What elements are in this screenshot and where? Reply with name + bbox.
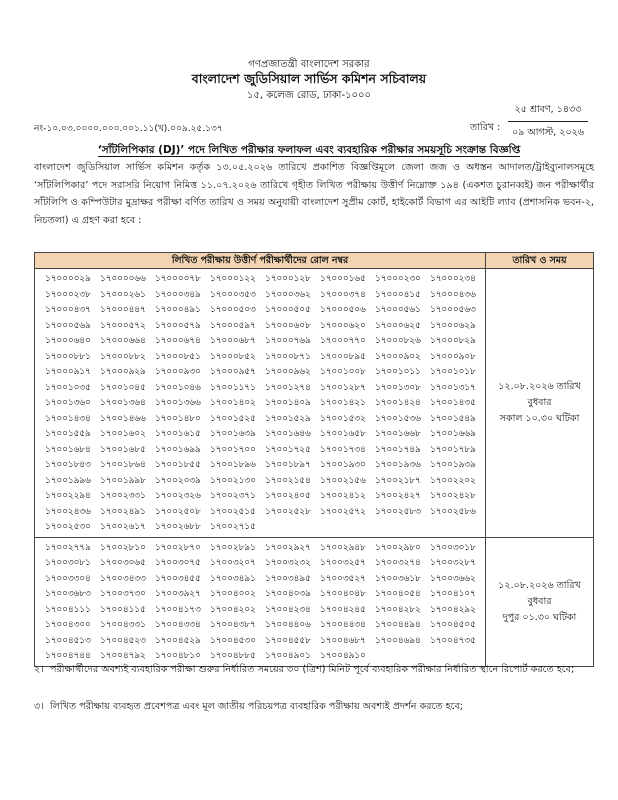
roll-number: ১৭০০২৯৪৮ [320,542,366,553]
roll-grid-1 [45,272,485,536]
roll-number: ১৭০০৪৫৫৮ [265,635,311,646]
roll-number: ১৭০০০৫৭৯ [155,320,201,331]
roll-number: ১৭০০৩৪৫৫ [155,573,201,584]
roll-number: ১৭০০২৫২৮ [265,506,311,517]
roll-number: ১৭০০০৬৬৪ [100,336,146,346]
roll-number: ১৭০০১৫২৯ [265,413,311,424]
date-block [508,103,588,141]
roll-number: ১৭০০০৪৪৭ [100,305,146,315]
roll-number: ১৭০০২৫৮৩ [375,506,421,517]
roll-number: ১৭০০১৫৩৬ [375,413,421,424]
roll-number: ১৭০০২৫৭২ [320,506,366,517]
govt-line: গণপ্রজাতন্ত্রী বাংলাদেশ সরকার [248,59,370,70]
roll-number: ১৭০০৩০৬৫ [100,558,146,568]
roll-number: ১৭০০৪৫০৫ [430,620,476,630]
roll-number: ১৭০০০৫০৩ [210,305,256,315]
roll-number: ১৭০০০৬৪০ [45,336,91,346]
roll-number: ১৭০০০৬৭৪ [155,336,201,346]
date-bangla: ২৫ শ্রাবণ, ১৪৩৩ [508,103,588,122]
roll-number: ১৭০০০২৩৪ [430,274,476,284]
roll-number: ১৭০০৩২৮৭ [430,558,476,568]
roll-number: ১৭০০০৬২৯ [430,320,476,331]
table-header-row [35,253,594,269]
roll-number: ১৭০০০৯৬২ [265,367,311,377]
roll-number: ১৭০০১৫৪৯ [430,413,476,424]
roll-number: ১৭০০১৭৩৪ [320,444,366,455]
roll-number: ১৭০০২৩৩১ [100,491,146,501]
roll-number: ১৭০০০৮৫১ [155,351,201,362]
roll-number: ১৭০০১৬১৫ [155,429,201,439]
roll-number: ১৭০০০৯০৮ [430,351,476,362]
roll-number: ১৭০০১৬৯৯ [155,444,201,455]
roll-number: ১৭০০৪৪৩৪ [320,620,366,630]
roll-number: ১৭০০০৬২০ [320,320,366,331]
memo-number: নং-১০.০৩.০০০০.০০০.০০১.১১(খ).০০৯.২৫.১৩৭ [34,124,223,134]
roll-number: ১৭০০২৩৭১ [210,491,256,501]
roll-number: ১৭০০১০৩৫ [45,382,91,393]
roll-number: ১৭০০৪৩৮৭ [210,620,256,630]
roll-number: ১৭০০৪৫২৩ [100,635,146,646]
roll-number: ১৭০০১৪৩৪ [45,413,91,424]
roll-number: ১৭০০১৯৩৬ [375,460,421,470]
roll-number: ১৭০০২২৯৪ [45,491,91,501]
roll-number: ১৭০০২৪০৫ [265,491,311,501]
roll-number: ১৭০০১৭৪৯ [375,444,421,455]
note-3 [34,698,592,715]
schedule-date: ১২.০৮.২০২৬ তারিখ [498,380,581,392]
intro-paragraph: বাংলাদেশ জুডিসিয়াল সার্ভিস কমিশন কর্তৃক ১৩.০৫.২০২৬ তারিখে প্রকাশিত বিজ্ঞপ্তিমূলে জেলা জজ ও অধস্তন আদালত/ট্রাইব্যুনালসমূহে ‘সাঁটলিপিকার’ পদে সরাসরি নিয়োগ নিমিত্ত ১১.০৭.২০২৬ তারিখে গৃহীত লিখিত পরীক্ষায় উত্তীর্ণ নিম্নোক্ত ১৯৪ (একশত চুরানব্বই) জন পরীক্ষার্থীর সাঁটলিপি ও কম্পিউটার মুদ্রাক্ষর পরীক্ষা বর্ণিত তারিখ ও সময় অনুযায়ী বাংলাদেশ সুপ্রীম কোর্ট, হাইকোর্ট বিভাগ এর আইটি ল্যাব (প্রশাসনিক ভবন-২, নিচতলা) এ গ্রহণ করা হবে : [34,162,594,226]
roll-number: ১৭০০৪২৯২ [430,604,476,615]
roll-number: ১৭০০০৪৩৭ [45,305,91,315]
roll-number: ১৭০০২৭১৫ [210,522,256,532]
roll-number: ১৭০০১২৭৪ [265,382,311,393]
roll-number: ১৭০০২১৩০ [210,475,256,486]
roll-number: ১৭০০৪৫২৯ [155,635,201,646]
roll-number: ১৭০০২৯২৭ [265,542,311,553]
roll-number: ১৭০০৩৩০৪ [45,573,91,584]
roll-number: ১৭০০২৬৮৮ [155,522,201,532]
roll-number: ১৭০০২০৩৯ [155,475,201,486]
roll-number: ১৭০০১৪০৯ [265,398,311,408]
roll-number: ১৭০০১০০৮ [320,367,366,377]
roll-number: ১৭০০০৮২৬ [375,336,421,346]
roll-number: ১৭০০১৩৬৪ [100,398,146,408]
schedule-day: বুধবার [527,595,552,607]
roll-number: ১৭০০১৯৯৮ [100,475,146,486]
roll-number: ১৭০০০৫৬১ [375,305,421,315]
roll-number: ১৭০০১৬৪৬ [265,429,311,439]
roll-number: ১৭০০১৮৯৬ [210,460,256,470]
roll-number: ১৭০০৪১১৫ [100,604,146,615]
roll-number: ১৭০০২৪২৭ [375,491,421,501]
roll-number: ১৭০০৪৫১৩ [45,635,91,646]
roll-number: ১৭০০০০৬৬ [100,274,146,284]
roll-number: ১৭০০২৪১২ [320,491,366,501]
roll-number: ১৭০০১৩১৭ [430,382,476,393]
roll-number: ১৭০০১৩৬৬ [155,398,201,408]
roll-number: ১৭০০২৮১০ [100,542,146,553]
note-text: পরীক্ষার্থীদের অবশ্যই ব্যবহারিক পরীক্ষা শুরুর নির্ধারিত সময়ের ৩০ (ত্রিশ) মিনিট পূর্বে ব্যবহারিক পরীক্ষার নির্ধারিত স্থানে রিপোর্ট করতে হবে; [50,664,575,675]
roll-number: ১৭০০৩০৭৫ [155,558,201,568]
roll-number: ১৭০০১৭০০ [210,444,256,455]
roll-number: ১৭০০১৪২১ [320,398,366,408]
roll-number: ১৭০০৪৩৩১ [100,620,146,630]
roll-number: ১৭০০০১২২ [210,274,256,284]
roll-number: ১৭০০১৭২৫ [265,444,311,455]
roll-number: ১৭০০১৪০২ [210,398,256,408]
roll-number: ১৭০০০৬০৮ [265,320,311,331]
roll-number: ১৭০০৩৫২৭ [320,573,366,584]
roll-number: ১৭০০১৪২৪ [375,398,421,408]
roll-number: ১৭০০৪৮৮৫ [210,651,256,661]
roll-number: ১৭০০৩২৩২ [265,558,311,568]
notice-title [0,143,618,160]
roll-number: ১৭০০১০১৮ [430,367,476,377]
roll-number: ১৭০০০৩৭৪ [320,289,366,300]
roll-number: ১৭০০৪১০৭ [430,589,476,599]
roll-number: ১৭০০০৪৯১ [155,305,201,315]
roll-number: ১৭০০৪৯০১ [265,651,311,661]
roll-number: ১৭০০১৪৬৬ [100,413,146,424]
roll-number: ১৭০০০৮৮২ [100,351,146,362]
header-rolls: লিখিত পরীক্ষায় উত্তীর্ণ পরীক্ষার্থীদের রোল নম্বর [35,253,486,269]
roll-number: ১৭০০০৫৬৩ [430,305,476,315]
roll-number: ১৭০০০৬২৫ [375,320,421,331]
roll-number: ১৭০০৪৭৪৪ [45,651,91,661]
roll-number: ১৭০০৪৫৩০ [210,635,256,646]
roll-number: ১৭০০১০৪৬ [155,382,201,393]
roll-number: ১৭০০০৯৩০ [155,367,201,377]
roll-number: ১৭০০৪৭৩৫ [430,635,476,646]
roll-list-1 [35,269,486,538]
roll-number: ১৭০০৪১১১ [45,604,91,615]
roll-number: ১৭০০২৩২৬ [155,491,201,501]
roll-number: ১৭০০২৭৭৯ [45,542,91,553]
roll-number: ১৭০০২৪২৮ [430,491,476,501]
roll-number: ১৭০০১৮৯৭ [265,460,311,470]
roll-number: ১৭০০০৮৫২ [210,351,256,362]
roll-number: ১৭০০০৩৪৯ [155,289,201,300]
roll-number: ১৭০০০৩৫৩ [210,289,256,300]
schedule-date: ১২.০৮.২০২৬ তারিখ [498,579,581,591]
roll-number: ১৭০০৩২৫৭ [320,558,366,568]
roll-number: ১৭০০১৫৩২ [320,413,366,424]
roll-number: ১৭০০৪৩৩৪ [155,620,201,630]
roll-number: ১৭০০০৪১৫ [375,289,421,300]
roll-number: ১৭০০৩৪৯৫ [265,573,311,584]
roll-number: ১৭০০০৭৬৯ [265,336,311,346]
roll-number: ১৭০০২৬১৭ [100,522,146,532]
roll-number: ১৭০০০২৩০ [375,274,421,284]
roll-number: ১৭০০০৮৯৫ [320,351,366,362]
roll-number: ১৭০০১৯৯৬ [45,475,91,486]
roll-number: ১৭০০১৪৮০ [155,413,201,424]
roll-number: ১৭০০১৮৪৩ [45,460,91,470]
roll-number: ১৭০০০১২৮ [265,274,311,284]
roll-number: ১৭০০০৬৮৭ [210,336,256,346]
roll-number: ১৭০০০৮৮১ [45,351,91,362]
roll-number: ১৭০০৩২৭৪ [375,558,421,568]
roll-number: ১৭০০৪০৩৯ [265,589,311,599]
roll-number: ১৭০০২৫৩০ [45,522,91,532]
roll-number: ১৭০০১৬০২ [100,429,146,439]
roll-number: ১৭০০০১৬৫ [320,274,366,284]
roll-number: ১৭০০৪২৮২ [375,604,421,615]
roll-number: ১৭০০৪৪৯৪ [375,620,421,630]
roll-number: ১৭০০১৬৬৮ [375,429,421,439]
note-number: ৩। [34,701,44,712]
roll-number: ১৭০০২৫০৮ [155,506,201,517]
roll-number: ১৭০০৪২৩৪ [265,604,311,615]
roll-number: ১৭০০৩৪৯১ [210,573,256,584]
roll-number: ১৭০০০৯৫৭ [210,367,256,377]
note-number: ২। [34,664,44,675]
roll-number: ১৭০০১৮৫৫ [155,460,201,470]
schedule-time: সকাল ১০.৩০ ঘটিকা [499,412,580,424]
date-label: তারিখ : [470,122,501,133]
organization-address: ১৫, কলেজ রোড, ঢাকা-১০০০ [246,90,372,101]
roll-number: ১৭০০২৪৩৬ [45,506,91,517]
roll-number: ১৭০০৪২৪৫ [320,604,366,615]
roll-number: ১৭০০৪২০২ [210,604,256,615]
roll-number: ১৭০০৪০০২ [210,589,256,599]
roll-number: ১৭০০৪১৭৩ [155,604,201,615]
schedule-day: বুধবার [527,396,552,408]
roll-number: ১৭০০০৫০৬ [320,305,366,315]
roll-number: ১৭০০১৩০৮ [375,382,421,393]
roll-number: ১৭০০১০৪৫ [100,382,146,393]
roll-number: ১৭০০০০৭৮ [155,274,201,284]
roll-number: ১৭০০১৯৩৯ [430,460,476,470]
roll-number: ১৭০০০৭৭০ [320,336,366,346]
roll-number: ১৭০০১৭৮৯ [430,444,476,455]
roll-number: ১৭০০১৬৮৫ [100,444,146,455]
roll-number: ১৭০০২৮৯১ [210,542,256,553]
roll-number: ১৭০০৪৭৯২ [100,651,146,661]
roll-number: ১৭০০১৫২৫ [210,413,256,424]
roll-number: ১৭০০১৯৩০ [320,460,366,470]
roll-number: ১৭০০১৬৬৯ [430,429,476,439]
schedule-cell-1 [486,269,594,538]
roll-number: ১৭০০৩৬১৮ [375,573,421,584]
roll-number: ১৭০০০৫০৫ [265,305,311,315]
notice-title-text: ‘সাঁটলিপিকার (DJ)’ পদে লিখিত পরীক্ষার ফলাফল এবং ব্যবহারিক পরীক্ষার সময়সূচি সংক্রান্ত বিজ্ঞপ্তি [97,144,521,156]
roll-number: ১৭০০১১৭১ [210,382,256,393]
date-english: ০৯ আগস্ট, ২০২৬ [511,127,585,138]
roll-number: ১৭০০০৫৬৯ [45,320,91,331]
roll-number: ১৭০০০৫৯৭ [210,320,256,331]
roll-number: ১৭০০২১৫৪ [265,475,311,486]
roll-number: ১৭০০০৯০২ [375,351,421,362]
roll-number: ১৭০০২১৮৭ [375,475,421,486]
roll-number: ১৭০০১৮৬৪ [100,460,146,470]
roll-number: ১৭০০৩৯২৭ [155,589,201,599]
roll-number: ১৭০০২৯৮০ [375,542,421,553]
roll-number: ১৭০০০০২৯ [45,274,91,284]
roll-number: ১৭০০৪৬৯৪ [375,635,421,646]
roll-number: ১৭০০১৫৫৯ [45,429,91,439]
schedule-time: দুপুর ০১.৩০ ঘটিকা [502,611,577,623]
roll-number: ১৭০০০৮৭১ [265,351,311,362]
roll-number: ১৭০০০৫৭২ [100,320,146,331]
roll-number: ১৭০০১৬৮৪ [45,444,91,455]
roll-number: ১৭০০৪৯১০ [320,651,366,661]
roll-number: ১৭০০২৮৭০ [155,542,201,553]
roll-number: ১৭০০০৩৬২ [265,289,311,300]
roll-grid-2 [45,541,485,665]
roll-number: ১৭০০৩২০৭ [210,558,256,568]
organization-name: বাংলাদেশ জুডিসিয়াল সার্ভিস কমিশন সচিবালয় [191,71,427,86]
roll-number: ১৭০০২২০২ [430,475,476,486]
note-2 [34,661,592,678]
roll-number: ১৭০০৩৬৮৩ [45,589,91,599]
roll-number: ১৭০০১৩৬০ [45,398,91,408]
roll-number: ১৭০০৩৬৬২ [430,573,476,584]
roll-number: ১৭০০২১৫৬ [320,475,366,486]
roll-number: ১৭০০০৪৩৬ [430,289,476,300]
roll-number: ১৭০০১৪৩৫ [430,398,476,408]
roll-number: ১৭০০২৫১৫ [210,506,256,517]
roll-number: ১৭০০১২৮৭ [320,382,366,393]
roll-list-2 [35,537,486,666]
roll-number: ১৭০০৪৩০০ [45,620,91,630]
roll-schedule-table [34,252,594,667]
roll-number: ১৭০০২৫৮৬ [430,506,476,517]
roll-number: ১৭০০২৪৯১ [100,506,146,517]
roll-number: ১৭০০৪০৫৪ [375,589,421,599]
roll-number: ১৭০০৩৭৩০ [100,589,146,599]
roll-number: ১৭০০৩০১৮ [430,542,476,553]
group-row-1 [35,269,594,538]
roll-number: ১৭০০১৬৩৯ [210,429,256,439]
roll-number: ১৭০০০৮২৯ [430,336,476,346]
roll-number: ১৭০০৪০৪৮ [320,589,366,599]
roll-number: ১৭০০০৯১৭ [45,367,91,377]
roll-number: ১৭০০১০১১ [375,367,421,377]
roll-number: ১৭০০১৬৫৮ [320,429,366,439]
group-row-2 [35,537,594,666]
roll-number: ১৭০০৪৮১০ [155,651,201,661]
note-text: লিখিত পরীক্ষায় ব্যবহৃত প্রবেশপত্র এবং মূল জাতীয় পরিচয়পত্র ব্যবহারিক পরীক্ষায় অবশ্যই প্রদর্শন করতে হবে; [50,701,464,712]
roll-number: ১৭০০০৯২৯ [100,367,146,377]
header-schedule: তারিখ ও সময় [486,253,594,269]
roll-number: ১৭০০০২৬১ [100,289,146,300]
roll-number: ১৭০০৪৪০৬ [265,620,311,630]
roll-number: ১৭০০৪৬৮৭ [320,635,366,646]
schedule-cell-2 [486,537,594,666]
roll-number: ১৭০০৩৪৩৩ [100,573,146,584]
roll-number: ১৭০০০২৩৮ [45,289,91,300]
roll-number: ১৭০০৩০৮১ [45,558,91,568]
